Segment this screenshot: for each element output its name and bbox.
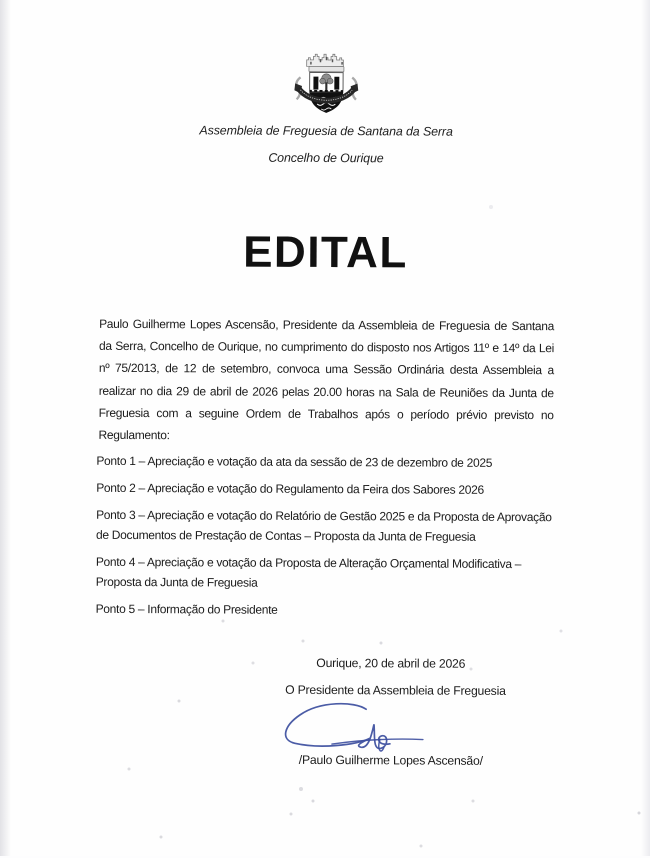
signature-strike xyxy=(332,739,423,745)
place-and-date: Ourique, 20 de abril de 2026 xyxy=(316,655,466,671)
scan-edge-right xyxy=(641,0,650,856)
agenda-item-2: Ponto 2 – Apreciação e votação do Regulamento da Feira dos Sabores 2026 xyxy=(96,480,484,497)
scan-edge-left xyxy=(0,0,11,856)
convocation-paragraph: Paulo Guilherme Lopes Ascensão, Presidente da Assembleia de Freguesia de Santana da Serra, Concelho de Ourique, no cumprimento do disposto nos Artigos 11º e 14º da Lei nº 75/2013, de 12 de setembro, convoca uma Sessão Ordinária desta Assembleia a realizar no dia 29 de abril de 2026 pelas 20.00 horas na Sala de Reuniões da Junta de Freguesia com a seguine Ordem de Trabalhos após o período prévio previsto no Regulamento: xyxy=(98,316,555,443)
organization-name: Assembleia de Freguesia de Santana da Serra xyxy=(199,123,453,139)
agenda-list xyxy=(96,451,565,628)
agenda-item-1: Ponto 1 – Apreciação e votação da ata da sessão de 23 de dezembro de 2025 xyxy=(96,453,493,470)
signer-role: O Presidente da Assembleia de Freguesia xyxy=(285,682,506,698)
organization-municipality: Concelho de Ourique xyxy=(268,150,384,166)
agenda-item-5: Ponto 5 – Informação do Presidente xyxy=(95,601,278,617)
coat-of-arms-icon xyxy=(288,42,364,122)
signature-descender xyxy=(379,739,384,751)
signature-path xyxy=(286,703,391,748)
agenda-item-3: Ponto 3 – Apreciação e votação do Relatório de Gestão 2025 e da Proposta de Aprovação de Documentos de Prestação de Contas – Proposta da Junta de Freguesia xyxy=(95,507,552,544)
handwritten-signature xyxy=(268,697,444,758)
agenda-item-4: Ponto 4 – Apreciação e votação da Proposta de Alteração Orçamental Modificativa – Proposta da Junta de Freguesia xyxy=(95,554,522,590)
typed-signer-name: /Paulo Guilherme Lopes Ascensão/ xyxy=(298,752,483,768)
document-title: EDITAL xyxy=(243,227,408,278)
